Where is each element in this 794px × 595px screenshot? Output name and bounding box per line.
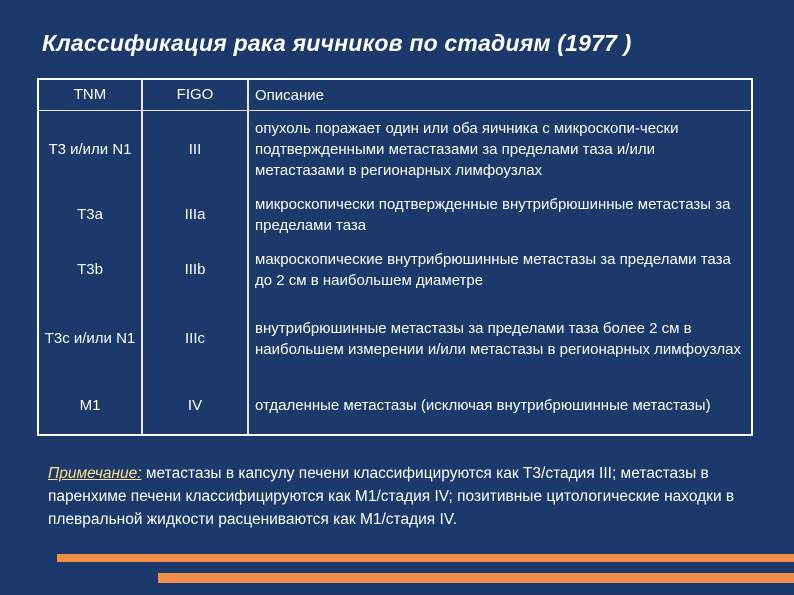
slide-title: Классификация рака яичников по стадиям (1977 ) (42, 30, 632, 56)
cell-figo: IIIc (142, 300, 248, 377)
table-row (39, 377, 751, 434)
footnote-text: метастазы в капсулу печени классифицируются как T3/стадия III; метастазы в паренхиме печени классифицируются как M1/стадия IV; позитивные цитологические находки в плевральной жидкости расцениваются как M1/стадия IV. (48, 465, 735, 528)
table-header-row (39, 80, 751, 111)
cell-description: отдаленные метастазы (исключая внутрибрюшинные метастазы) (255, 397, 711, 415)
cell-figo: IIIa (142, 188, 248, 241)
staging-table (37, 78, 753, 436)
table-row (39, 241, 751, 300)
table-row (39, 111, 751, 189)
footnote (48, 462, 768, 531)
cell-description: макроскопические внутрибрюшинные метастазы за пределами таза до 2 см в наибольшем диаметре (255, 251, 731, 290)
table-row (39, 300, 751, 377)
accent-bar-bottom (158, 573, 794, 583)
cell-tnm: T3 и/или N1 (39, 111, 142, 189)
cell-description: внутрибрюшинные метастазы за пределами таза более 2 см в наибольшем измерении и/или метастазы в регионарных лимфоузлах (255, 319, 741, 358)
cell-tnm: T3c и/или N1 (39, 300, 142, 377)
cell-tnm: M1 (39, 377, 142, 434)
cell-figo: IIIb (142, 241, 248, 300)
cell-description: опухоль поражает один или оба яичника с микроскопи-чески подтвержденными метастазами за пределами таза и/или метастазами в регионарных лимфоузлах (255, 120, 679, 180)
header-tnm: TNM (39, 80, 142, 111)
staging-table-grid (39, 80, 751, 434)
footnote-label: Примечание: (48, 465, 142, 482)
cell-description: микроскопически подтвержденные внутрибрюшинные метастазы за пределами таза (255, 195, 731, 234)
accent-bar-top (57, 554, 794, 562)
cell-tnm: T3b (39, 241, 142, 300)
header-description: Описание (248, 80, 751, 111)
cell-tnm: T3a (39, 188, 142, 241)
cell-figo: IV (142, 377, 248, 434)
table-row (39, 188, 751, 241)
cell-figo: III (142, 111, 248, 189)
header-figo: FIGO (142, 80, 248, 111)
